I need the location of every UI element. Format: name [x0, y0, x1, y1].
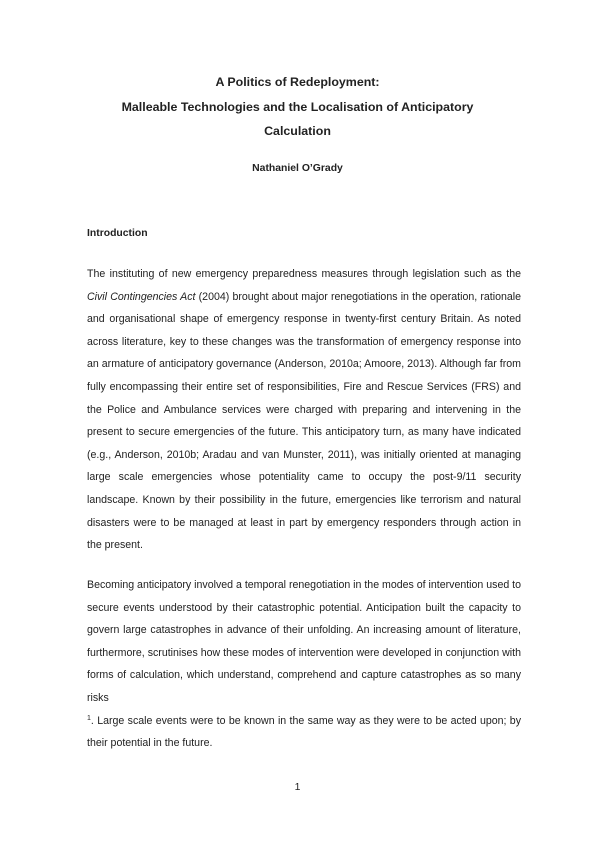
paragraph-1-text-start: The instituting of new emergency preparedness measures through legislation such as the [87, 268, 521, 280]
author-name: Nathaniel O’Grady [252, 163, 343, 174]
title-line-3: Calculation [264, 124, 331, 138]
paragraph-2-text-rest: . Large scale events were to be known in the same way as they were to be acted upon; by their potential in the future. [87, 714, 521, 750]
paragraph-2-text: Becoming anticipatory involved a temporal renegotiation in the modes of intervention used to secure events understood by their catastrophic potential. Anticipation built the capacity to govern large catastrophes in advance of their unfolding. An increasing amount of literature, furthermore, scrutinises how these modes of intervention were developed in conjunction with forms of calculation, which understand, comprehend and capture catastrophes as so many risks [87, 579, 522, 704]
title-line-1: A Politics of Redeployment: [215, 75, 380, 89]
act-name-italic: Civil Contingencies Act [87, 290, 196, 303]
body-paragraph-1 [87, 263, 521, 557]
body-paragraph-2 [87, 574, 521, 755]
page-number: 1 [294, 782, 301, 793]
paper-title [60, 70, 535, 144]
footnote-marker: 1 [87, 714, 91, 722]
title-line-2: Malleable Technologies and the Localisation of Anticipatory [121, 99, 474, 114]
paragraph-1-text-rest: (2004) brought about major renegotiations in the operation, rationale and organisational shape of emergency response in twenty-first century Britain. As noted across literature, key to these changes was the transformation of emergency response into an armature of anticipatory governance (Anderson, 2010a; Amoore, 2013). Although far from fully encompassing their entire set of responsibilities, Fire and Rescue Services (FRS) and the Police and Ambulance services were charged with preparing and intervening in the present to secure emergencies of the future. This anticipatory turn, as many have indicated (e.g., Anderson, 2010b; Aradau and van Munster, 2011), was initially oriented at managing large scale emergencies whose potentiality came to occupy the post-9/11 security landscape. Known by their possibility in the future, emergencies like terrorism and natural disasters were to be managed at least in part by emergency responders through action in the present. [87, 290, 521, 552]
section-heading: Introduction [87, 228, 148, 239]
